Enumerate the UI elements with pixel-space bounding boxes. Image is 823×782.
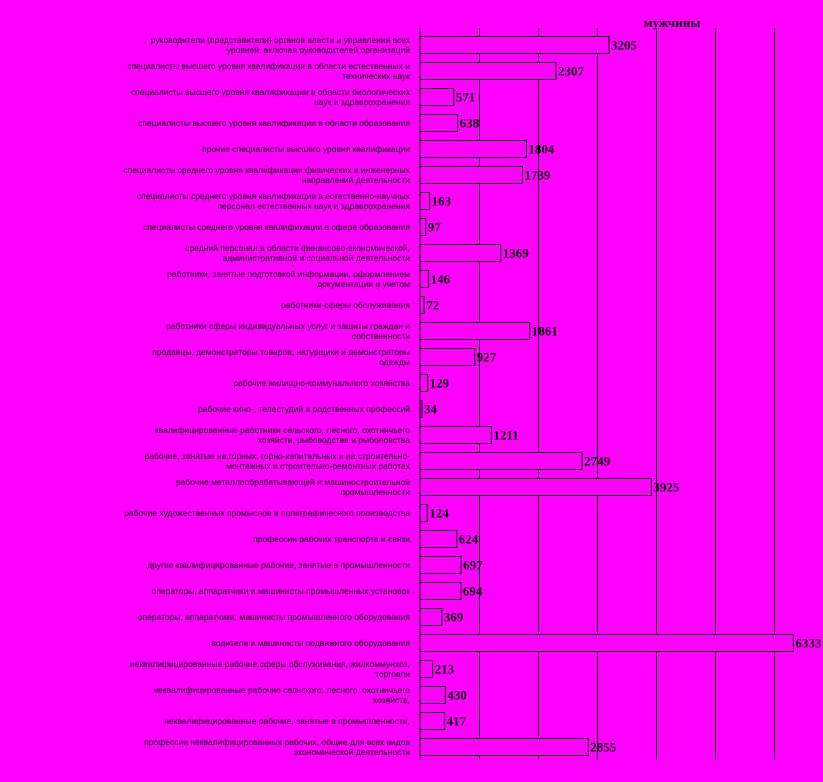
value-label: 2855 — [590, 739, 617, 755]
category-label: работники сферы индивидуальных услуг и защиты граждан и — [166, 321, 410, 331]
category-label: уровней, включая руководителей организаций — [226, 45, 410, 55]
value-label: 694 — [462, 583, 483, 599]
value-label: 1739 — [524, 167, 551, 183]
value-label: 1211 — [493, 427, 519, 443]
category-label: неквалифицированные рабочие сельского, лесного, охотничьего — [153, 685, 410, 695]
value-label: 3925 — [653, 479, 680, 495]
bar — [420, 141, 526, 158]
bar — [420, 245, 501, 262]
bar — [420, 531, 457, 548]
value-label: 72 — [426, 297, 440, 313]
value-label: 369 — [443, 609, 464, 625]
bar — [420, 687, 445, 704]
category-label: руководители (представители) органов власти и управления всех — [150, 35, 410, 45]
value-label: 638 — [459, 115, 480, 131]
category-label: водители и машинисты подвижного оборудования — [211, 638, 410, 648]
bar — [420, 713, 445, 730]
bar — [420, 193, 430, 210]
value-label: 1861 — [531, 323, 558, 339]
value-label: 6333 — [795, 635, 822, 651]
value-label: 34 — [424, 401, 437, 417]
value-label: 2307 — [558, 63, 584, 79]
bar — [420, 323, 530, 340]
value-label: 129 — [429, 375, 450, 391]
bar — [420, 661, 433, 678]
bar — [420, 557, 461, 574]
category-label: профессии неквалифицированных рабочих, общие для всех видов — [144, 737, 410, 747]
value-label: 417 — [446, 713, 467, 729]
bar — [420, 219, 426, 236]
category-label: монтажных и строительно-ремонтных работах — [226, 461, 410, 471]
value-label: 571 — [455, 89, 476, 105]
category-label: собственности — [351, 331, 410, 341]
bar — [420, 167, 523, 184]
category-label: специалисты высшего уровня квалификации в области биологических — [130, 87, 410, 97]
value-label: 213 — [434, 661, 455, 677]
category-label: документации и учетом — [317, 279, 410, 289]
category-label: продавцы, демонстраторы товаров, натурщики и демонстраторы — [152, 347, 410, 357]
value-label: 124 — [429, 505, 449, 521]
category-label: промышленности — [340, 487, 410, 497]
category-label: рабочие кино-, телестудий и родственных профессий — [197, 404, 410, 414]
value-label: 624 — [458, 531, 479, 547]
value-label: 163 — [431, 193, 452, 209]
category-label: работники сферы обслуживания — [281, 300, 410, 310]
category-label: рабочие художественных промыслов и полиграфического производства — [124, 508, 410, 518]
chart-title: мужчины — [643, 15, 701, 30]
category-label: специалисты высшего уровня квалификации в области образования — [138, 118, 410, 128]
bar — [420, 453, 582, 470]
category-label: технических наук — [342, 71, 410, 81]
bar — [420, 375, 428, 392]
category-label: административной и социальной деятельности — [222, 253, 410, 263]
category-label: направлений деятельности — [301, 175, 410, 185]
category-label: рабочие жилищно-коммунального хозяйства — [233, 378, 410, 388]
category-label: работники, занятые подготовкой информации, оформлением — [167, 269, 410, 279]
value-label: 1804 — [528, 141, 555, 157]
bar — [420, 63, 556, 80]
bar — [420, 479, 651, 496]
bar — [420, 401, 422, 418]
category-label: специалисты среднего уровня квалификации физических и инженерных — [123, 165, 410, 175]
bar — [420, 115, 458, 132]
bar — [420, 505, 427, 522]
bar — [420, 739, 588, 756]
bar-layer — [420, 37, 793, 756]
bar — [420, 37, 609, 54]
value-label: 430 — [447, 687, 467, 703]
value-label: 1369 — [502, 245, 529, 261]
category-label: другие квалифицированные рабочие, занятые в промышленности — [147, 560, 410, 570]
category-labels — [123, 35, 410, 757]
value-label: 697 — [463, 557, 483, 573]
value-label: 2749 — [584, 453, 611, 469]
bar — [420, 635, 793, 652]
category-label: наук и здравоохранения — [314, 97, 410, 107]
bar — [420, 89, 454, 106]
category-label: экономической деятельности — [293, 747, 410, 757]
category-label: торговли — [375, 669, 410, 679]
category-label: персонал естественных наук и здравоохранения — [217, 201, 410, 211]
bar — [420, 583, 461, 600]
category-label: операторы, аппаратчики и машинисты промышленных установок — [151, 586, 410, 596]
bar — [420, 271, 429, 288]
category-label: хозяйств, рыбоводства и рыболовства — [257, 435, 410, 445]
value-label: 146 — [430, 271, 451, 287]
category-label: прочие специалисты высшего уровня квалификации — [202, 144, 410, 154]
value-label: 97 — [427, 219, 441, 235]
bar — [420, 297, 424, 314]
category-label: неквалифицированные рабочие сферы обслуживания, жилкоммунхоз, — [130, 659, 410, 669]
category-label: средний персонал в области финансово-экономической, — [185, 243, 410, 253]
category-label: профессии рабочих транспорта и связи — [253, 534, 410, 544]
category-label: рабочие металлообрабатывающей и машиностроительной — [175, 477, 410, 487]
category-label: операторы, аппаратчики, машинисты промышленного оборудования — [137, 612, 410, 622]
category-label: рабочие, занятые на горных, горно-капитальных и на строительно- — [144, 451, 410, 461]
value-label: 3205 — [611, 37, 637, 53]
category-label: одежды — [379, 357, 410, 367]
bar — [420, 427, 491, 444]
category-label: неквалифицированные рабочие, занятые в промышленности, — [164, 716, 410, 726]
bar — [420, 349, 475, 366]
category-label: квалифицированные работники сельского, лесного, охотничьего — [155, 425, 410, 435]
category-label: специалисты среднего уровня квалификации в естественно-научных — [136, 191, 410, 201]
category-label: специалисты среднего уровня квалификации в сфере образования — [143, 222, 410, 232]
value-label: 927 — [476, 349, 497, 365]
bar — [420, 609, 442, 626]
category-label: специалисты высшего уровня квалификации в области естественных и — [127, 61, 410, 71]
category-label: хозяйств, — [372, 695, 410, 705]
